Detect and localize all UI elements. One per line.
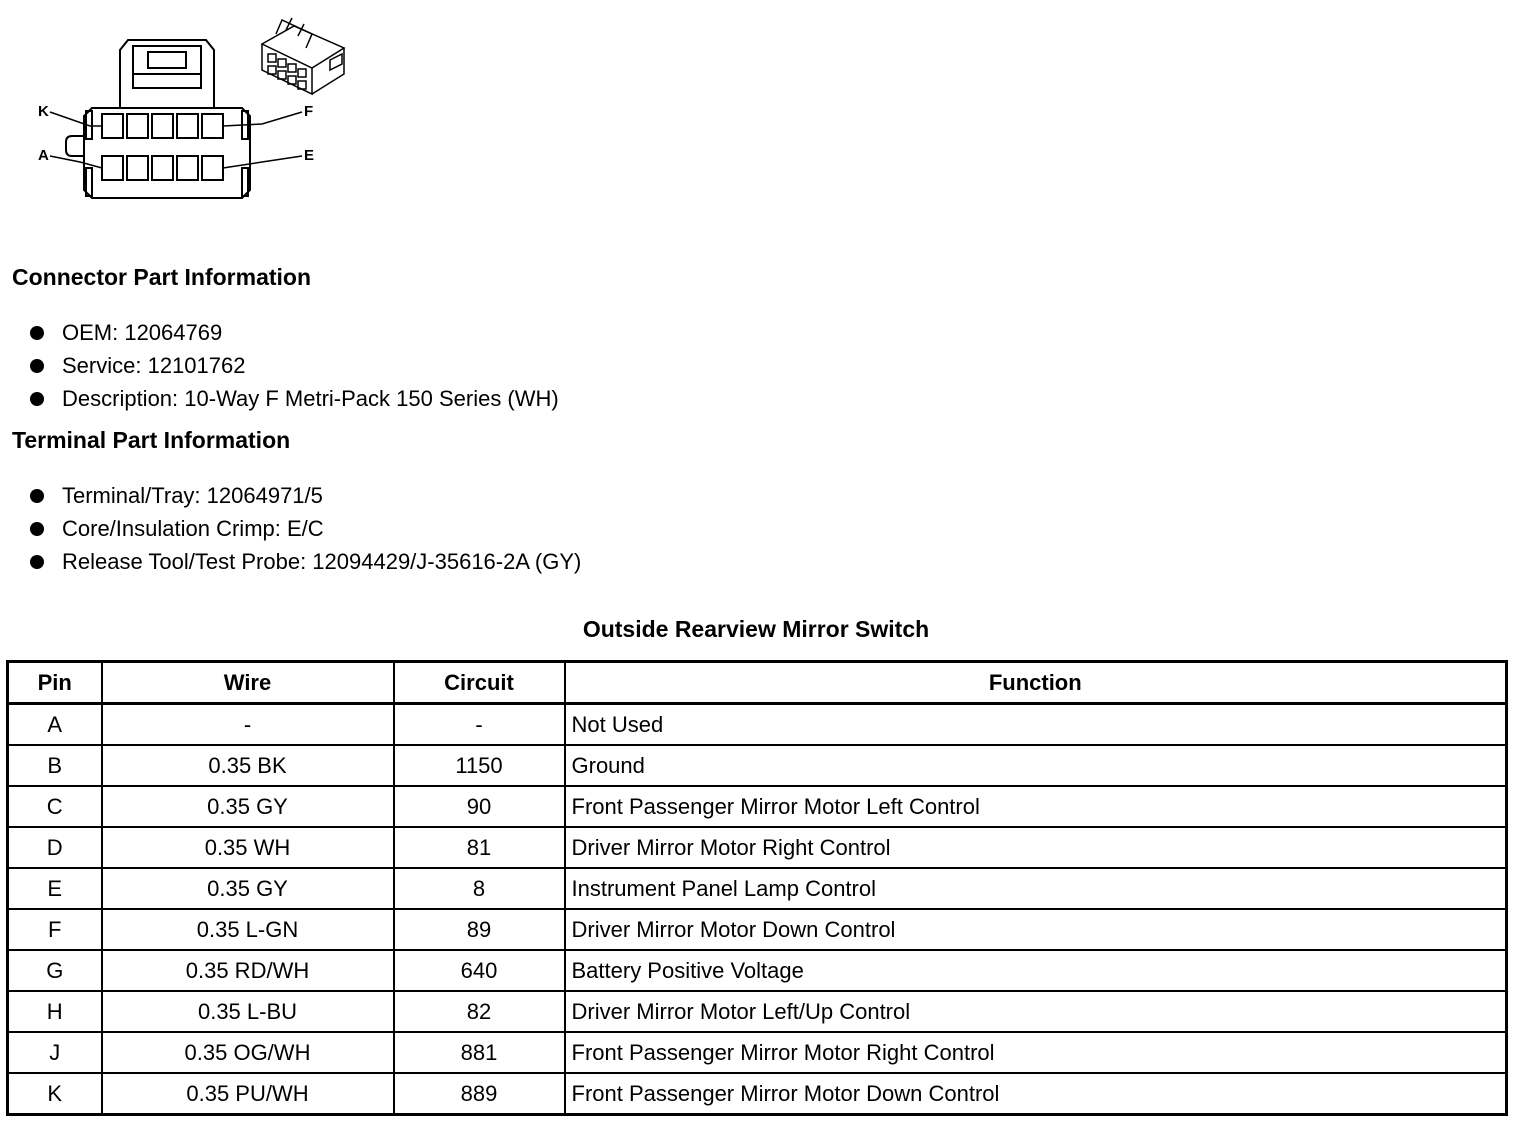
cell-pin: K <box>8 1073 102 1115</box>
connector-info-list <box>28 318 559 417</box>
cell-circuit: - <box>394 704 565 746</box>
cell-pin: D <box>8 827 102 868</box>
cell-circuit: 81 <box>394 827 565 868</box>
cell-circuit: 1150 <box>394 745 565 786</box>
cell-wire: 0.35 OG/WH <box>102 1032 394 1073</box>
cell-wire: - <box>102 704 394 746</box>
list-item: Core/Insulation Crimp: E/C <box>28 514 581 547</box>
table-row <box>8 950 1507 991</box>
list-item: Description: 10-Way F Metri-Pack 150 Series (WH) <box>28 384 559 417</box>
bullet-icon <box>30 326 44 340</box>
header-function: Function <box>565 662 1507 704</box>
table-row <box>8 1073 1507 1115</box>
cell-wire: 0.35 L-GN <box>102 909 394 950</box>
cell-wire: 0.35 L-BU <box>102 991 394 1032</box>
cell-circuit: 640 <box>394 950 565 991</box>
cell-function: Battery Positive Voltage <box>565 950 1507 991</box>
cell-circuit: 90 <box>394 786 565 827</box>
cell-pin: B <box>8 745 102 786</box>
header-circuit: Circuit <box>394 662 565 704</box>
cell-wire: 0.35 GY <box>102 786 394 827</box>
pinout-table <box>6 660 1508 1116</box>
cell-wire: 0.35 RD/WH <box>102 950 394 991</box>
table-row <box>8 786 1507 827</box>
list-item: OEM: 12064769 <box>28 318 559 351</box>
cell-pin: A <box>8 704 102 746</box>
cell-function: Not Used <box>565 704 1507 746</box>
cell-circuit: 8 <box>394 868 565 909</box>
connector-info-heading: Connector Part Information <box>12 264 312 290</box>
table-row <box>8 991 1507 1032</box>
bullet-icon <box>30 392 44 406</box>
cell-circuit: 881 <box>394 1032 565 1073</box>
pin-label-k: K <box>38 103 49 120</box>
cell-wire: 0.35 GY <box>102 868 394 909</box>
cell-function: Driver Mirror Motor Down Control <box>565 909 1507 950</box>
cell-function: Instrument Panel Lamp Control <box>565 868 1507 909</box>
header-pin: Pin <box>8 662 102 704</box>
cell-circuit: 889 <box>394 1073 565 1115</box>
cell-function: Front Passenger Mirror Motor Down Control <box>565 1073 1507 1115</box>
cell-pin: G <box>8 950 102 991</box>
list-item: Terminal/Tray: 12064971/5 <box>28 481 581 514</box>
cell-wire: 0.35 PU/WH <box>102 1073 394 1115</box>
list-item: Service: 12101762 <box>28 351 559 384</box>
cell-wire: 0.35 BK <box>102 745 394 786</box>
pin-label-f: F <box>304 103 314 120</box>
cell-pin: C <box>8 786 102 827</box>
table-row <box>8 704 1507 746</box>
cell-function: Driver Mirror Motor Right Control <box>565 827 1507 868</box>
terminal-info-list <box>28 481 581 580</box>
cell-function: Driver Mirror Motor Left/Up Control <box>565 991 1507 1032</box>
cell-wire: 0.35 WH <box>102 827 394 868</box>
cell-circuit: 89 <box>394 909 565 950</box>
table-row <box>8 827 1507 868</box>
bullet-icon <box>30 522 44 536</box>
header-wire: Wire <box>102 662 394 704</box>
connector-diagram <box>30 8 370 208</box>
terminal-info-heading: Terminal Part Information <box>12 427 291 453</box>
cell-pin: E <box>8 868 102 909</box>
cell-pin: F <box>8 909 102 950</box>
table-header-row <box>8 662 1507 704</box>
cell-pin: J <box>8 1032 102 1073</box>
bullet-icon <box>30 489 44 503</box>
cell-pin: H <box>8 991 102 1032</box>
pin-label-e: E <box>304 147 315 164</box>
list-item: Release Tool/Test Probe: 12094429/J-35616-2A (GY) <box>28 547 581 580</box>
cell-circuit: 82 <box>394 991 565 1032</box>
cell-function: Front Passenger Mirror Motor Right Control <box>565 1032 1507 1073</box>
cell-function: Ground <box>565 745 1507 786</box>
bullet-icon <box>30 555 44 569</box>
table-row <box>8 745 1507 786</box>
table-title: Outside Rearview Mirror Switch <box>582 616 930 642</box>
table-row <box>8 909 1507 950</box>
table-row <box>8 1032 1507 1073</box>
pin-label-a: A <box>38 147 49 164</box>
bullet-icon <box>30 359 44 373</box>
table-row <box>8 868 1507 909</box>
cell-function: Front Passenger Mirror Motor Left Control <box>565 786 1507 827</box>
